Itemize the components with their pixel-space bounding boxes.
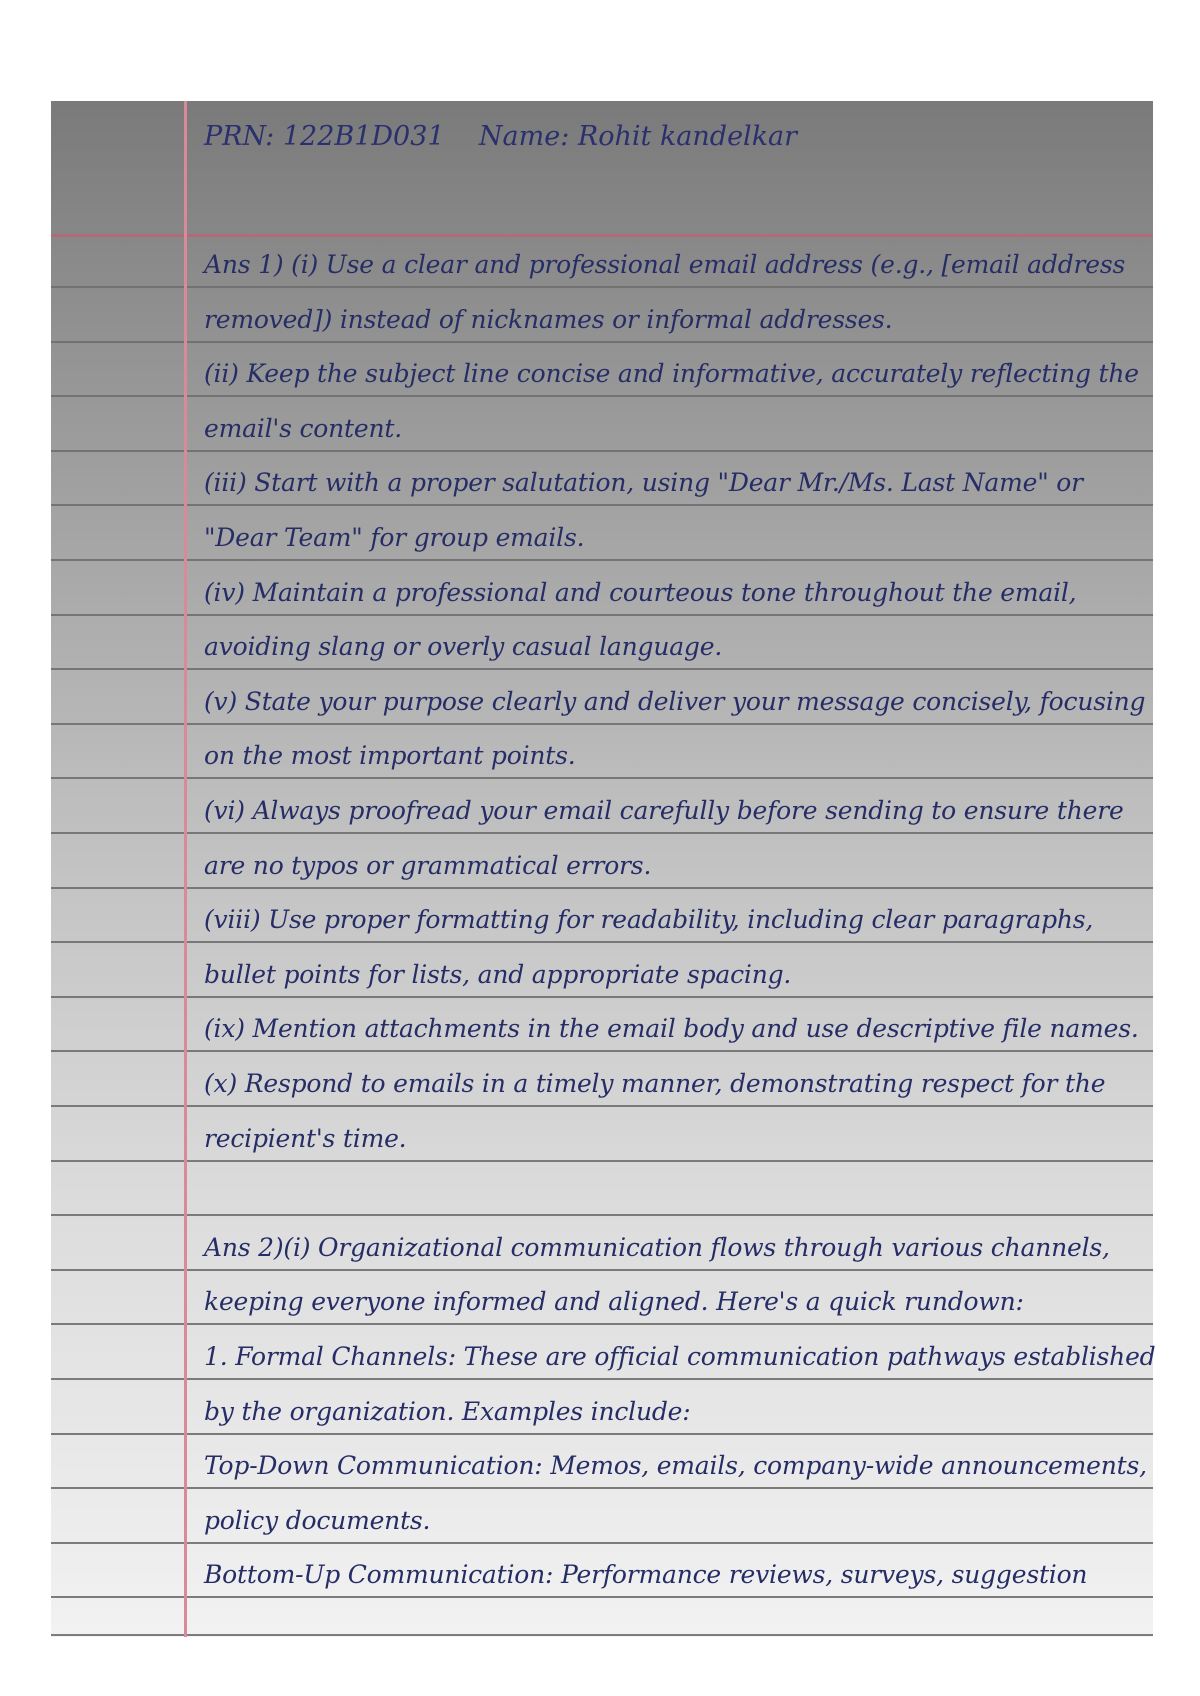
prn-label: PRN: 122B1D031: [204, 121, 445, 152]
text-line: Ans 1) (i) Use a clear and professional email address (e.g., [email address: [204, 250, 1126, 279]
text-line: email's content.: [204, 413, 402, 443]
student-name: Name: Rohit kandelkar: [478, 121, 798, 152]
text-line: Bottom-Up Communication: Performance reviews, surveys, suggestion: [204, 1560, 1088, 1590]
ruled-line: [51, 1634, 1153, 1636]
text-line: (ix) Mention attachments in the email body and use descriptive file names.: [204, 1014, 1139, 1044]
text-line: are no typos or grammatical errors.: [204, 850, 652, 880]
text-line: avoiding slang or overly casual language.: [204, 632, 723, 662]
text-line: on the most important points.: [204, 741, 576, 771]
text-line: (v) State your purpose clearly and deliver your message concisely, focusing: [204, 686, 1146, 716]
text-line: by the organization. Examples include:: [204, 1396, 691, 1426]
margin-rule: [184, 101, 187, 1637]
text-line: [204, 1166, 1194, 1221]
text-line: (x) Respond to emails in a timely manner, demonstrating respect for the: [204, 1069, 1106, 1098]
notebook-page: [51, 101, 1156, 1637]
text-line: (ii) Keep the subject line concise and informative, accurately reflecting the: [204, 359, 1139, 389]
text-line: bullet points for lists, and appropriate spacing.: [204, 959, 792, 989]
text-line: (iv) Maintain a professional and courteous tone throughout the email,: [204, 577, 1077, 607]
text-line: removed]) instead of nicknames or informal addresses.: [204, 304, 893, 334]
header-text: [204, 107, 797, 167]
text-line: "Dear Team" for group emails.: [204, 523, 585, 552]
text-line: 1. Formal Channels: These are official communication pathways established: [204, 1342, 1156, 1371]
text-line: (iii) Start with a proper salutation, using "Dear Mr./Ms. Last Name" or: [204, 468, 1083, 498]
header-rule: [51, 234, 1153, 237]
text-line: policy documents.: [204, 1505, 431, 1535]
text-line: Ans 2)(i) Organizational communication flows through various channels,: [204, 1232, 1110, 1262]
text-line: (vi) Always proofread your email carefully before sending to ensure there: [204, 796, 1124, 825]
text-line: recipient's time.: [204, 1123, 407, 1153]
text-line: keeping everyone informed and aligned. Here's a quick rundown:: [204, 1287, 1024, 1317]
text-line: Top-Down Communication: Memos, emails, company-wide announcements,: [204, 1451, 1147, 1481]
text-line: (viii) Use proper formatting for readability, including clear paragraphs,: [204, 905, 1094, 935]
